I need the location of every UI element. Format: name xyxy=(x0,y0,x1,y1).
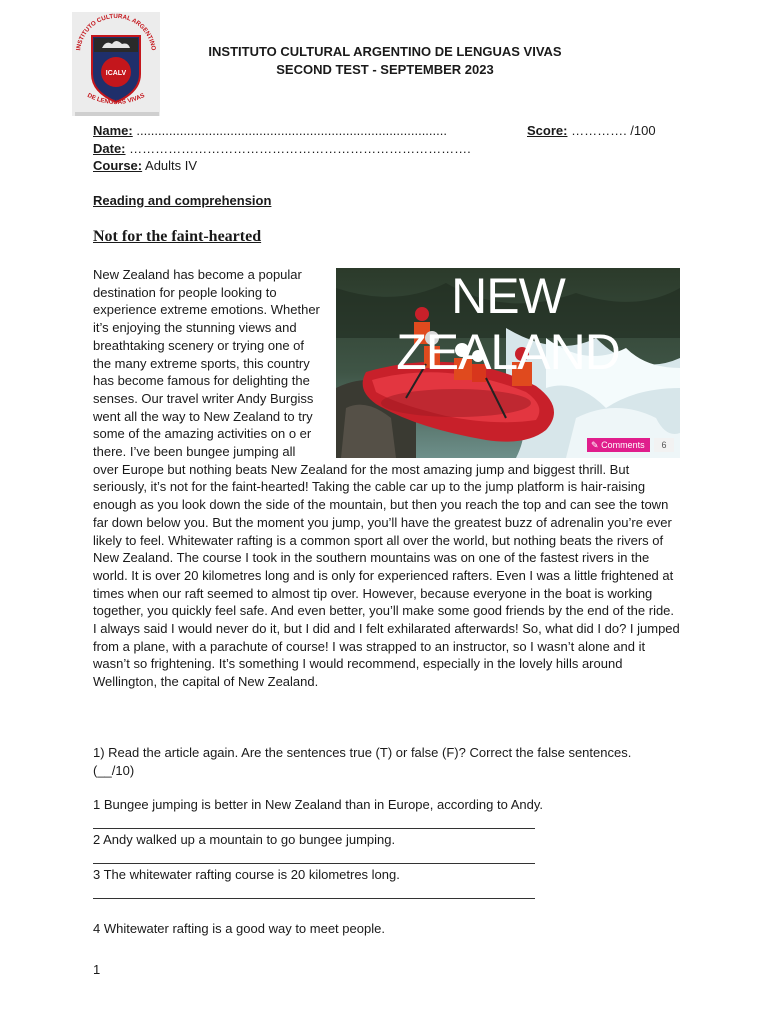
name-field[interactable]: ...................................................................................... xyxy=(132,123,447,138)
institution-name: INSTITUTO CULTURAL ARGENTINO DE LENGUAS VIVAS xyxy=(208,44,562,59)
logo-monogram: ICALV xyxy=(105,70,127,77)
name-line xyxy=(93,123,447,139)
course-label: Course: xyxy=(93,158,143,173)
section-title: Reading and comprehension xyxy=(93,193,272,208)
comments-button[interactable] xyxy=(587,438,650,452)
logo-text-bottom: DE LENGUAS VIVAS xyxy=(86,92,146,107)
question-item: 1 Bungee jumping is better in New Zealand than in Europe, according to Andy. xyxy=(93,797,543,812)
score-line xyxy=(527,123,656,139)
comment-icon: ✎ xyxy=(591,440,599,450)
question-item: 3 The whitewater rafting course is 20 kilometres long. xyxy=(93,867,400,882)
question-item: 4 Whitewater rafting is a good way to meet people. xyxy=(93,921,385,936)
answer-line[interactable] xyxy=(93,863,535,864)
article-title: Not for the faint-hearted xyxy=(93,228,262,245)
page-number: 1 xyxy=(93,962,101,977)
date-label: Date: xyxy=(93,141,126,156)
course-value: Adults IV xyxy=(142,158,198,173)
logo-text-top: INSTITUTO CULTURAL ARGENTINO xyxy=(75,12,157,51)
comments-label: Comments xyxy=(601,440,645,450)
comments-count: 6 xyxy=(654,438,674,452)
date-field[interactable]: ……………………………………………………………………. xyxy=(125,141,471,156)
question-item: 2 Andy walked up a mountain to go bungee jumping. xyxy=(93,832,396,847)
score-field[interactable]: …………. /100 xyxy=(567,123,656,138)
answer-line[interactable] xyxy=(93,898,535,899)
test-title: SECOND TEST - SEPTEMBER 2023 xyxy=(276,62,494,77)
exercise-instruction: 1) Read the article again. Are the sentences true (T) or false (F)? Correct the false sentences. (__/10) xyxy=(93,745,632,778)
name-label: Name: xyxy=(93,123,133,138)
course-line xyxy=(93,158,197,174)
institute-logo xyxy=(72,12,160,116)
date-line xyxy=(93,141,471,157)
rafting-photo xyxy=(336,268,680,458)
photo-title: NEW ZEALAND xyxy=(396,268,620,380)
article-text: New Zealand has become a popular destination for people looking to experience extreme emotions. Whether it’s enjoying the stunning views and breathtaking scenery or trying one of the many extreme sports, this country has become famous for delighting the senses. Our travel writer Andy Burgiss went all the way to New Zealand to try some of the amazing activities on o er there. I’ve been bungee jumping all over Europe but nothing beats New Zealand for the most amazing jump and biggest thrill. But seriously, it’s not for the faint-hearted! Taking the cable car up to the jump platform is hair-raising enough as you look down the side of the mountain, but then you reach the top and can see the town far down below you. But the moment you jump, you’ll have the greatest buzz of adrenalin you’re ever likely to feel. Whitewater rafting is a common sport all over the world, but nothing beats the rivers of New Zealand. The course I took in the southern mountains was on one of the fastest rivers in the world. It is over 20 kilometres long and is only for experienced rafters. Even I was a little frightened at times when our raft seemed to almost tip over. However, because everyone in the boat is working together, you quickly feel safe. And even better, you’ll make some good friends by the end of the ride. I always said I would never do it, but I did and I felt exhilarated afterwards! So, what did I do? I jumped from a plane, with a parachute of course! I was strapped to an instructor, so I wasn’t alone and it wasn’t so frightening. It’s something I would recommend, especially in the lovely hills around Wellington, the capital of New Zealand. xyxy=(93,267,680,690)
answer-line[interactable] xyxy=(93,828,535,829)
score-label: Score: xyxy=(527,123,568,138)
